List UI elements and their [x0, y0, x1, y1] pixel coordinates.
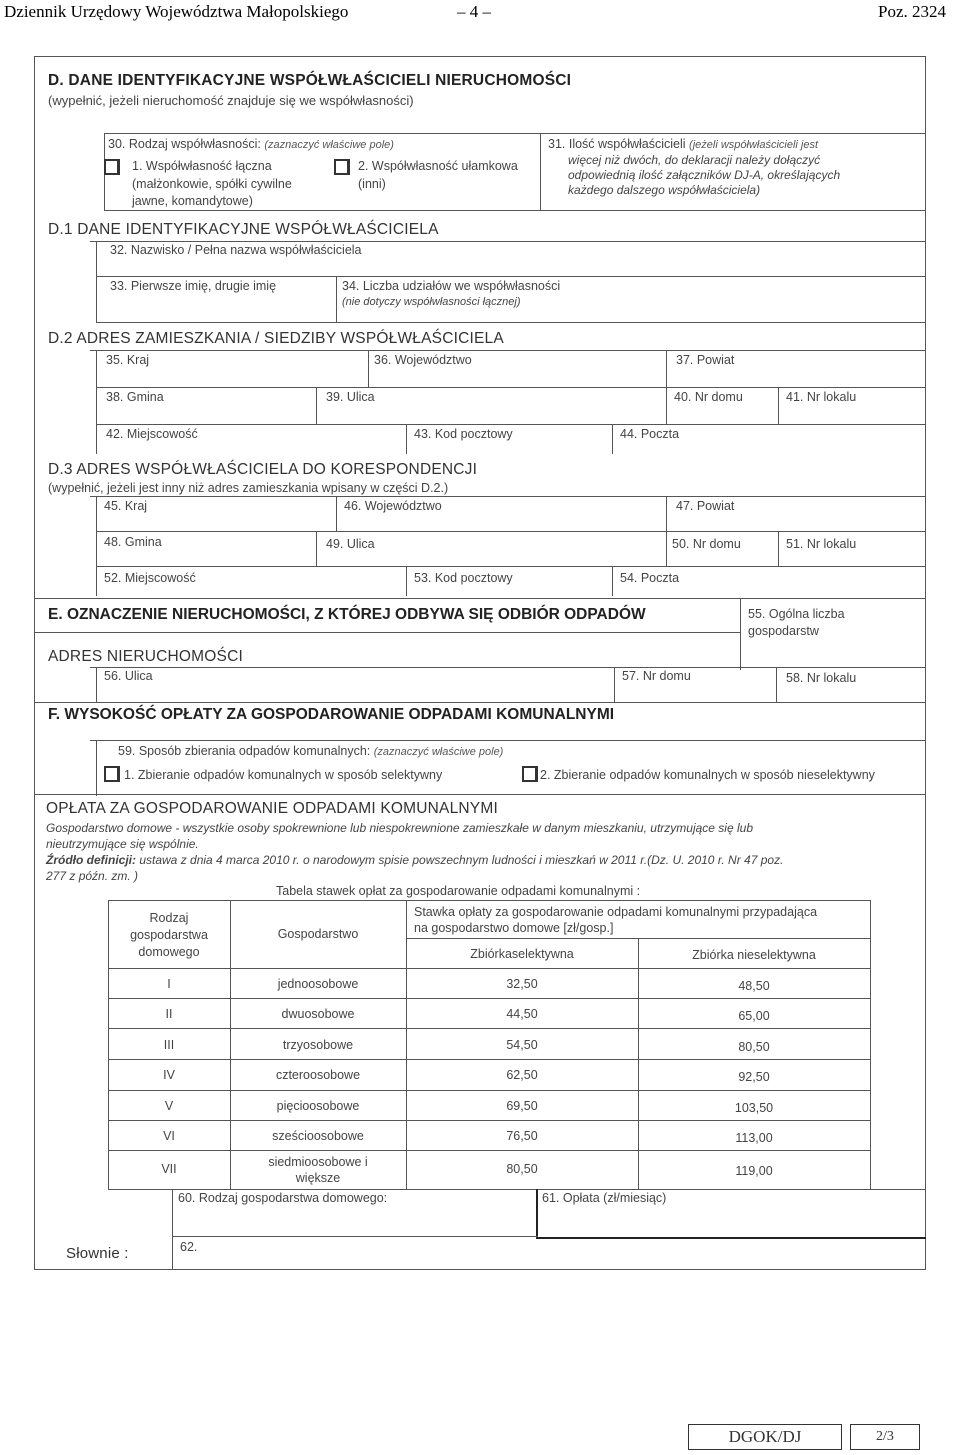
table-row-selective: 62,50	[506, 1068, 538, 1082]
section-d-subtitle: (wypełnić, jeżeli nieruchomość znajduje się we współwłasności)	[48, 93, 414, 108]
field-31-hint2: więcej niż dwóch, do deklaracji należy dołączyć	[568, 153, 821, 167]
table-row-kind: V	[164, 1099, 174, 1113]
table-row-selective: 80,50	[506, 1162, 538, 1176]
table-row-kind: II	[165, 1007, 173, 1021]
table-row-kind: I	[167, 977, 171, 991]
field-36-label: 36. Województwo	[374, 353, 472, 367]
table-row-household: trzyosobowe	[282, 1038, 354, 1052]
option-fractional-label: 2. Współwłasność ułamkowa	[358, 159, 518, 173]
fee-title: OPŁATA ZA GOSPODAROWANIE ODPADAMI KOMUNALNYMI	[46, 800, 498, 817]
table-row-nonselective: 65,00	[738, 1009, 770, 1023]
table-row-selective: 69,50	[506, 1099, 538, 1113]
field-34-hint: (nie dotyczy współwłasności łącznej)	[342, 296, 521, 308]
field-31-hint4: każdego dalszego współwłaściciela)	[568, 183, 761, 197]
option-fractional-note: (inni)	[358, 177, 386, 191]
collection-selective-checkbox[interactable]	[104, 766, 120, 782]
field-59-label: 59. Sposób zbierania odpadów komunalnych: (zaznaczyć właściwe pole)	[118, 744, 504, 758]
table-row-nonselective: 48,50	[738, 979, 770, 993]
field-41-label: 41. Nr lokalu	[786, 390, 857, 404]
field-46-label: 46. Województwo	[344, 499, 442, 513]
table-row-nonselective: 103,50	[734, 1101, 774, 1115]
field-39-label: 39. Ulica	[326, 390, 375, 404]
field-31-label: 31. Ilość współwłaścicieli (jeżeli współwłaścicieli jest	[548, 137, 819, 151]
field-33-label: 33. Pierwsze imię, drugie imię	[110, 279, 277, 293]
field-58-label: 58. Nr lokalu	[786, 671, 857, 685]
table-row-nonselective: 119,00	[735, 1164, 773, 1178]
table-row-household: siedmioosobowe i większe	[268, 1155, 368, 1185]
field-32-label: 32. Nazwisko / Pełna nazwa współwłaściciela	[110, 243, 362, 257]
field-31-hint3: odpowiednią ilość załączników DJ-A, określających	[568, 168, 841, 182]
page-number: – 4 –	[457, 2, 491, 21]
position-number: Poz. 2324	[878, 2, 946, 21]
table-row-household: sześcioosobowe	[272, 1129, 364, 1143]
section-d-title: D. DANE IDENTYFIKACYJNE WSPÓŁWŁAŚCICIELI NIERUCHOMOŚCI	[48, 72, 572, 89]
field-38-label: 38. Gmina	[106, 390, 164, 404]
field-53-label: 53. Kod pocztowy	[414, 571, 513, 585]
definition-line1: Gospodarstwo domowe - wszystkie osoby spokrewnione lub niespokrewnione zamieszkałe w danym mieszkaniu, utrzymujące się lub	[46, 821, 753, 835]
field-54-label: 54. Poczta	[620, 571, 680, 585]
field-61-label: 61. Opłata (zł/miesiąc)	[542, 1191, 667, 1205]
table-row-nonselective: 92,50	[738, 1070, 770, 1084]
option-joint-label: 1. Współwłasność łączna	[132, 159, 272, 173]
journal-title: Dziennik Urzędowy Województwa Małopolskiego	[4, 2, 349, 21]
option-nonselective-label: 2. Zbieranie odpadów komunalnych w sposób nieselektywny	[540, 768, 875, 782]
field-42-label: 42. Miejscowość	[106, 427, 198, 441]
field-35-label: 35. Kraj	[106, 353, 150, 367]
th-nonselective: Zbiórka nieselektywna	[692, 948, 816, 962]
field-37-label: 37. Powiat	[676, 353, 735, 367]
field-49-label: 49. Ulica	[326, 537, 375, 551]
table-row-household: czteroosobowe	[275, 1068, 361, 1082]
field-57-label: 57. Nr domu	[622, 669, 691, 683]
section-d2-title: D.2 ADRES ZAMIESZKANIA / SIEDZIBY WSPÓŁWŁAŚCICIELA	[48, 330, 504, 347]
field-30-label: 30. Rodzaj współwłasności: (zaznaczyć właściwe pole)	[108, 137, 394, 151]
collection-nonselective-checkbox[interactable]	[522, 766, 538, 782]
definition-source: Źródło definicji: ustawa z dnia 4 marca 2010 r. o narodowym spisie powszechnym ludności i mieszkań w 2011 r.(Dz. U. 2010 r. Nr 47 poz.	[46, 853, 784, 867]
field-60-label: 60. Rodzaj gospodarstwa domowego:	[178, 1191, 388, 1205]
option-joint-note1: (małżonkowie, spółki cywilne	[132, 177, 292, 191]
field-52-label: 52. Miejscowość	[104, 571, 196, 585]
section-f-title: F. WYSOKOŚĆ OPŁATY ZA GOSPODAROWANIE ODPADAMI KOMUNALNYMI	[48, 706, 615, 723]
property-address-title: ADRES NIERUCHOMOŚCI	[48, 648, 243, 665]
table-row-kind: VII	[161, 1162, 177, 1176]
table-row-household: pięcioosobowe	[276, 1099, 360, 1113]
page-of-total: 2/3	[850, 1424, 920, 1450]
co-ownership-fractional-checkbox[interactable]	[334, 159, 350, 175]
option-selective-label: 1. Zbieranie odpadów komunalnych w sposób selektywny	[124, 768, 443, 782]
table-row-nonselective: 80,50	[738, 1040, 770, 1054]
field-51-label: 51. Nr lokalu	[786, 537, 857, 551]
table-row-household: dwuosobowe	[281, 1007, 355, 1021]
th-kind: Rodzaj gospodarstwa domowego	[130, 911, 208, 959]
table-row-selective: 44,50	[506, 1007, 538, 1021]
field-50-label: 50. Nr domu	[672, 537, 741, 551]
rate-table-title: Tabela stawek opłat za gospodarowanie odpadami komunalnymi :	[276, 884, 641, 898]
field-45-label: 45. Kraj	[104, 499, 148, 513]
th-rate-line1: Stawka opłaty za gospodarowanie odpadami komunalnymi przypadająca	[414, 905, 818, 919]
th-selective: Zbiórkaselektywna	[470, 947, 574, 961]
th-rate-line2: na gospodarstwo domowe [zł/gosp.]	[414, 921, 614, 935]
option-joint-note2: jawne, komandytowe)	[132, 194, 253, 208]
table-row-selective: 32,50	[506, 977, 538, 991]
section-d3-subtitle: (wypełnić, jeżeli jest inny niż adres zamieszkania wpisany w części D.2.)	[48, 481, 449, 495]
definition-line2: nieutrzymujące się wspólnie.	[46, 837, 199, 851]
table-row-selective: 54,50	[506, 1038, 538, 1052]
definition-source-line2: 277 z późn. zm. )	[46, 869, 139, 883]
field-44-label: 44. Poczta	[620, 427, 680, 441]
co-ownership-joint-checkbox[interactable]	[104, 159, 120, 175]
field-55-label: 55. Ogólna liczba	[748, 607, 845, 621]
field-62-label: 62.	[180, 1240, 198, 1254]
form-code: DGOK/DJ	[688, 1424, 842, 1450]
field-56-label: 56. Ulica	[104, 669, 153, 683]
table-row-kind: VI	[163, 1129, 175, 1143]
field-48-label: 48. Gmina	[104, 535, 162, 549]
table-row-kind: III	[163, 1038, 175, 1052]
field-55-label2: gospodarstw	[748, 624, 819, 638]
th-household: Gospodarstwo	[277, 927, 359, 941]
field-47-label: 47. Powiat	[676, 499, 735, 513]
section-e-title: E. OZNACZENIE NIERUCHOMOŚCI, Z KTÓREJ ODBYWA SIĘ ODBIÓR ODPADÓW	[48, 606, 646, 623]
table-row-kind: IV	[163, 1068, 175, 1082]
in-words-label: Słownie :	[66, 1245, 129, 1262]
table-row-selective: 76,50	[506, 1129, 538, 1143]
table-row-household: jednoosobowe	[277, 977, 359, 991]
table-row-nonselective: 113,00	[735, 1131, 773, 1145]
section-d1-title: D.1 DANE IDENTYFIKACYJNE WSPÓŁWŁAŚCICIELA	[48, 221, 439, 238]
field-43-label: 43. Kod pocztowy	[414, 427, 513, 441]
field-34-label: 34. Liczba udziałów we współwłasności	[342, 279, 561, 293]
section-d3-title: D.3 ADRES WSPÓŁWŁAŚCICIELA DO KORESPONDENCJI	[48, 461, 478, 478]
field-40-label: 40. Nr domu	[674, 390, 743, 404]
